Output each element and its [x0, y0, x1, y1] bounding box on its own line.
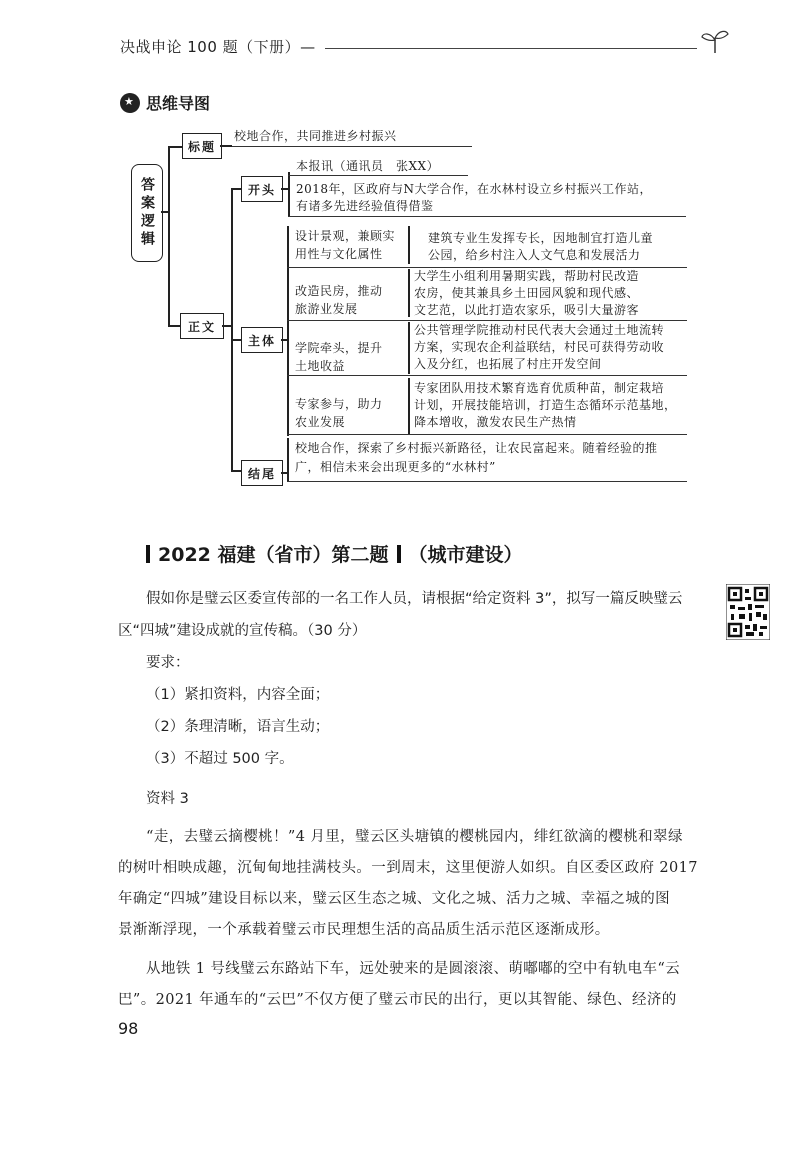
connector	[168, 146, 182, 148]
underline	[287, 434, 687, 435]
underline	[287, 375, 687, 376]
running-header-title: 决战申论 100 题（下册）—	[120, 38, 316, 56]
star-badge-icon	[120, 93, 140, 113]
main-item-1-right-1: 建筑专业生发挥专长，因地制宜打造儿童	[428, 231, 654, 245]
connector	[287, 438, 289, 482]
mindmap-section-label	[120, 91, 210, 114]
title-bar-left	[146, 545, 150, 563]
qr-code-icon[interactable]	[726, 584, 770, 640]
ending-node: 结尾	[241, 460, 283, 486]
title-node: 标题	[182, 133, 222, 159]
opening-node: 开头	[241, 176, 283, 202]
underline	[288, 175, 468, 176]
main-item-2-right-3: 文艺范，以此打造农家乐，吸引大量游客	[414, 303, 640, 317]
main-item-3-right-2: 方案，实现农企利益联结，村民可获得劳动收	[414, 340, 665, 354]
connector	[231, 339, 241, 341]
main-item-1-right-2: 公园，给乡村注入人文气息和发展活力	[428, 248, 641, 262]
material-p2-line-2: 巴”。2021 年通车的“云巴”不仅方便了璧云市民的出行，更以其智能、绿色、经济的	[118, 992, 677, 1008]
main-item-4-right-1: 专家团队用技术繁育选育优质种苗，制定栽培	[414, 381, 665, 395]
underline	[232, 146, 472, 147]
opening-line-1: 本报讯（通讯员 张XX）	[296, 159, 440, 173]
requirements-label: 要求：	[146, 655, 190, 671]
question-line-2: 区“四城”建设成就的宣传稿。（30 分）	[118, 623, 367, 639]
opening-line-2: 2018年，区政府与N大学合作，在水林村设立乡村振兴工作站，	[296, 182, 653, 196]
question-tag: （城市建设）	[408, 544, 523, 566]
sprout-icon	[700, 28, 730, 54]
main-item-3-left-2: 土地收益	[295, 359, 346, 373]
root-node: 答案逻辑	[131, 164, 163, 262]
material-p1-line-3: 年确定“四城”建设目标以来，璧云区生态之城、文化之城、活力之城、幸福之城的图	[118, 891, 671, 907]
connector	[231, 470, 241, 472]
connector	[231, 188, 241, 190]
main-item-3-right-1: 公共管理学院推动村民代表大会通过土地流转	[414, 323, 665, 337]
main-item-3-left-1: 学院牵头，提升	[295, 341, 383, 355]
main-item-4-right-3: 降本增收，激发农民生产热情	[414, 415, 577, 429]
requirement-3: （3）不超过 500 字。	[146, 751, 294, 767]
material-label: 资料 3	[146, 791, 189, 807]
main-item-2-right-1: 大学生小组利用暑期实践，帮助村民改造	[414, 269, 640, 283]
material-p1-line-2: 的树叶相映成趣，沉甸甸地挂满枝头。一到周末，这里便游人如织。自区委区政府 2017	[118, 860, 698, 876]
connector	[220, 145, 232, 147]
mindmap-label-text: 思维导图	[146, 94, 211, 113]
main-node: 主体	[241, 327, 283, 353]
connector	[231, 188, 233, 471]
main-item-2-left-2: 旅游业发展	[295, 302, 358, 316]
material-p1-line-4: 景渐渐浮现，一个承载着璧云市民理想生活的高品质生活示范区逐渐成形。	[118, 922, 610, 938]
material-p1-line-1: “走，去璧云摘樱桃！”4 月里，璧云区头塘镇的樱桃园内，绯红欲滴的樱桃和翠绿	[146, 829, 683, 845]
connector	[408, 378, 410, 434]
main-item-4-right-2: 计划，开展技能培训，打造生态循环示范基地，	[414, 398, 677, 412]
connector	[288, 172, 290, 216]
main-item-2-right-2: 农房，使其兼具乡土田园风貌和现代感、	[414, 286, 640, 300]
ending-line-2: 广，相信未来会出现更多的“水林村”	[295, 460, 496, 474]
underline	[287, 481, 687, 482]
requirement-2: （2）条理清晰，语言生动；	[146, 719, 330, 735]
header-rule	[325, 48, 697, 49]
title-bar-right	[397, 545, 401, 563]
ending-line-1: 校地合作，探索了乡村振兴新路径，让农民富起来。随着经验的推	[295, 441, 658, 455]
body-node: 正文	[180, 313, 224, 339]
main-item-4-left-1: 专家参与，助力	[295, 397, 383, 411]
main-item-3-right-3: 入及分红，也拓展了村庄开发空间	[414, 357, 602, 371]
connector	[408, 322, 410, 374]
opening-line-3: 有诸多先进经验值得借鉴	[296, 199, 434, 213]
page-number: 98	[118, 1019, 139, 1038]
connector	[168, 325, 180, 327]
connector	[408, 226, 410, 264]
title-text: 校地合作，共同推进乡村振兴	[234, 129, 397, 143]
main-item-2-left-1: 改造民房，推动	[295, 284, 383, 298]
connector	[408, 269, 410, 317]
connector	[168, 146, 170, 326]
material-p2-line-1: 从地铁 1 号线璧云东路站下车，远处驶来的是圆滚滚、萌嘟嘟的空中有轨电车“云	[146, 961, 681, 977]
main-item-1-left-1: 设计景观，兼顾实	[295, 229, 396, 243]
question-line-1: 假如你是璧云区委宣传部的一名工作人员，请根据“给定资料 3”，拟写一篇反映璧云	[146, 591, 683, 607]
question-section-title	[146, 540, 523, 567]
main-item-1-left-2: 用性与文化属性	[295, 247, 383, 261]
underline	[288, 216, 686, 217]
requirement-1: （1）紧扣资料，内容全面；	[146, 687, 330, 703]
main-item-4-left-2: 农业发展	[295, 415, 346, 429]
question-title-text: 2022 福建（省市）第二题	[158, 544, 389, 566]
underline	[287, 320, 687, 321]
connector	[287, 226, 289, 436]
